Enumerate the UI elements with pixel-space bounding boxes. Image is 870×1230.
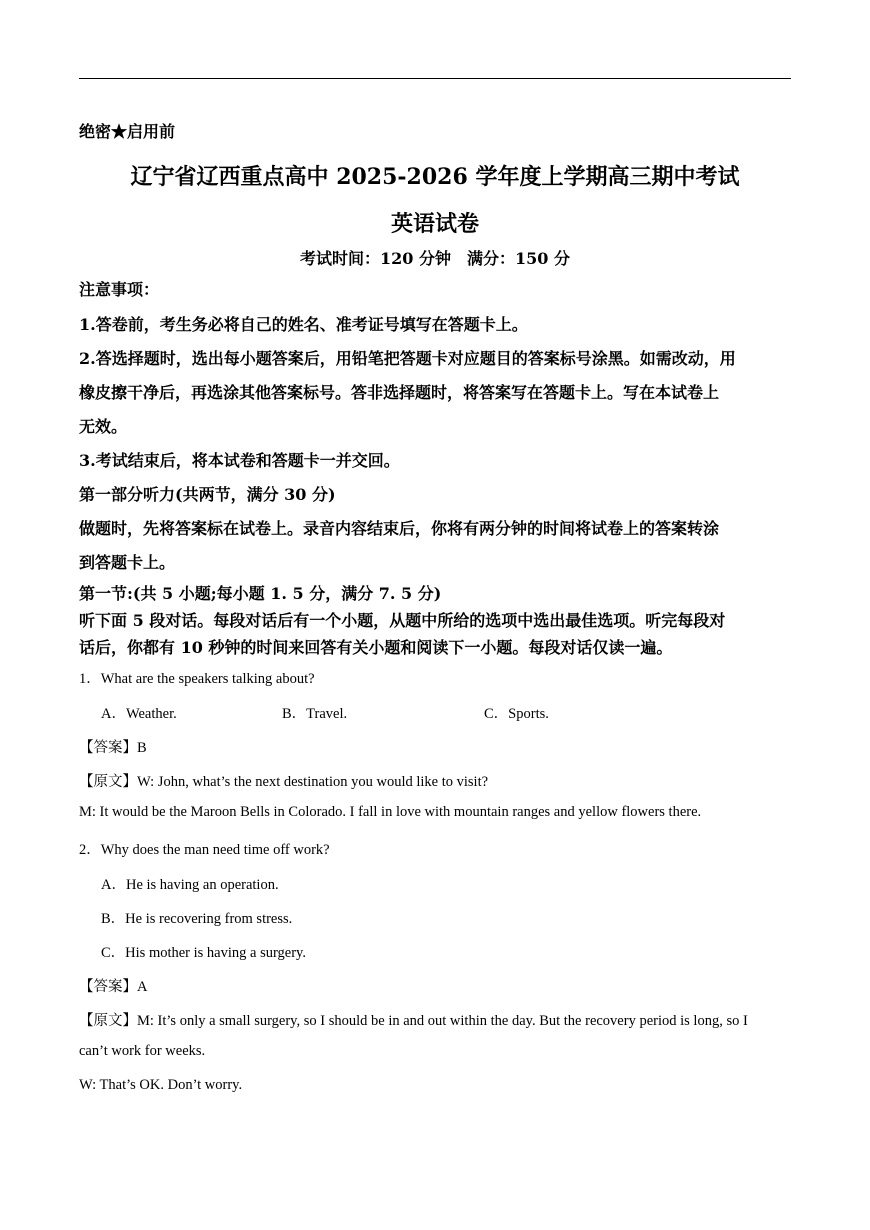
notes-item: 无效。: [79, 417, 128, 436]
section1-instruction: 话后，你都有 10 秒钟的时间来回答有关小题和阅读下一小题。每段对话仅读一遍。: [79, 638, 673, 657]
option-c: C．His mother is having a surgery.: [101, 945, 306, 961]
exam-info: 考试时间：120 分钟 满分：150 分: [300, 249, 570, 268]
option-a: A．He is having an operation.: [101, 877, 279, 893]
part1-instruction: 做题时，先将答案标在试卷上。录音内容结束后，你将有两分钟的时间将试卷上的答案转涂: [79, 519, 720, 538]
section1-heading: 第一节:(共 5 小题;每小题 1. 5 分，满分 7. 5 分): [79, 584, 442, 603]
question-stem: 2．Why does the man need time off work?: [79, 842, 330, 858]
option-b: B．Travel.: [282, 706, 348, 722]
transcript-line: 【原文】M: It’s only a small surgery, so I should be in and out within the day. But the recovery period is long, so I: [79, 1013, 748, 1029]
option-a: A．Weather.: [101, 706, 177, 722]
notes-heading: 注意事项：: [79, 280, 160, 299]
part1-heading: 第一部分听力(共两节，满分 30 分): [79, 485, 336, 504]
notes-item: 3.考试结束后，将本试卷和答题卡一并交回。: [79, 451, 400, 470]
transcript-line: W: That’s OK. Don’t worry.: [79, 1077, 243, 1093]
question-stem: 1．What are the speakers talking about?: [79, 671, 315, 687]
notes-item: 1.答卷前，考生务必将自己的姓名、准考证号填写在答题卡上。: [79, 315, 528, 334]
confidential-label: 绝密★启用前: [79, 122, 176, 141]
answer-label: 【答案】A: [79, 979, 148, 995]
section1-instruction: 听下面 5 段对话。每段对话后有一个小题，从题中所给的选项中选出最佳选项。听完每段对: [79, 611, 726, 630]
transcript-line: can’t work for weeks.: [79, 1043, 206, 1059]
part1-instruction: 到答题卡上。: [79, 553, 176, 572]
notes-item: 橡皮擦干净后，再选涂其他答案标号。答非选择题时，将答案写在答题卡上。写在本试卷上: [79, 383, 720, 402]
exam-subtitle: 英语试卷: [390, 211, 479, 237]
option-b: B．He is recovering from stress.: [101, 911, 293, 927]
exam-title: 辽宁省辽西重点高中 2025-2026 学年度上学期高三期中考试: [130, 164, 740, 190]
transcript-line: M: It would be the Maroon Bells in Colorado. I fall in love with mountain ranges and yellow flowers there.: [79, 804, 702, 820]
option-c: C．Sports.: [484, 706, 549, 722]
answer-label: 【答案】B: [79, 740, 147, 756]
transcript-line: 【原文】W: John, what’s the next destination you would like to visit?: [79, 774, 489, 790]
notes-item: 2.答选择题时，选出每小题答案后，用铅笔把答题卡对应题目的答案标号涂黑。如需改动，用: [79, 349, 736, 368]
header-rule: [79, 78, 791, 79]
